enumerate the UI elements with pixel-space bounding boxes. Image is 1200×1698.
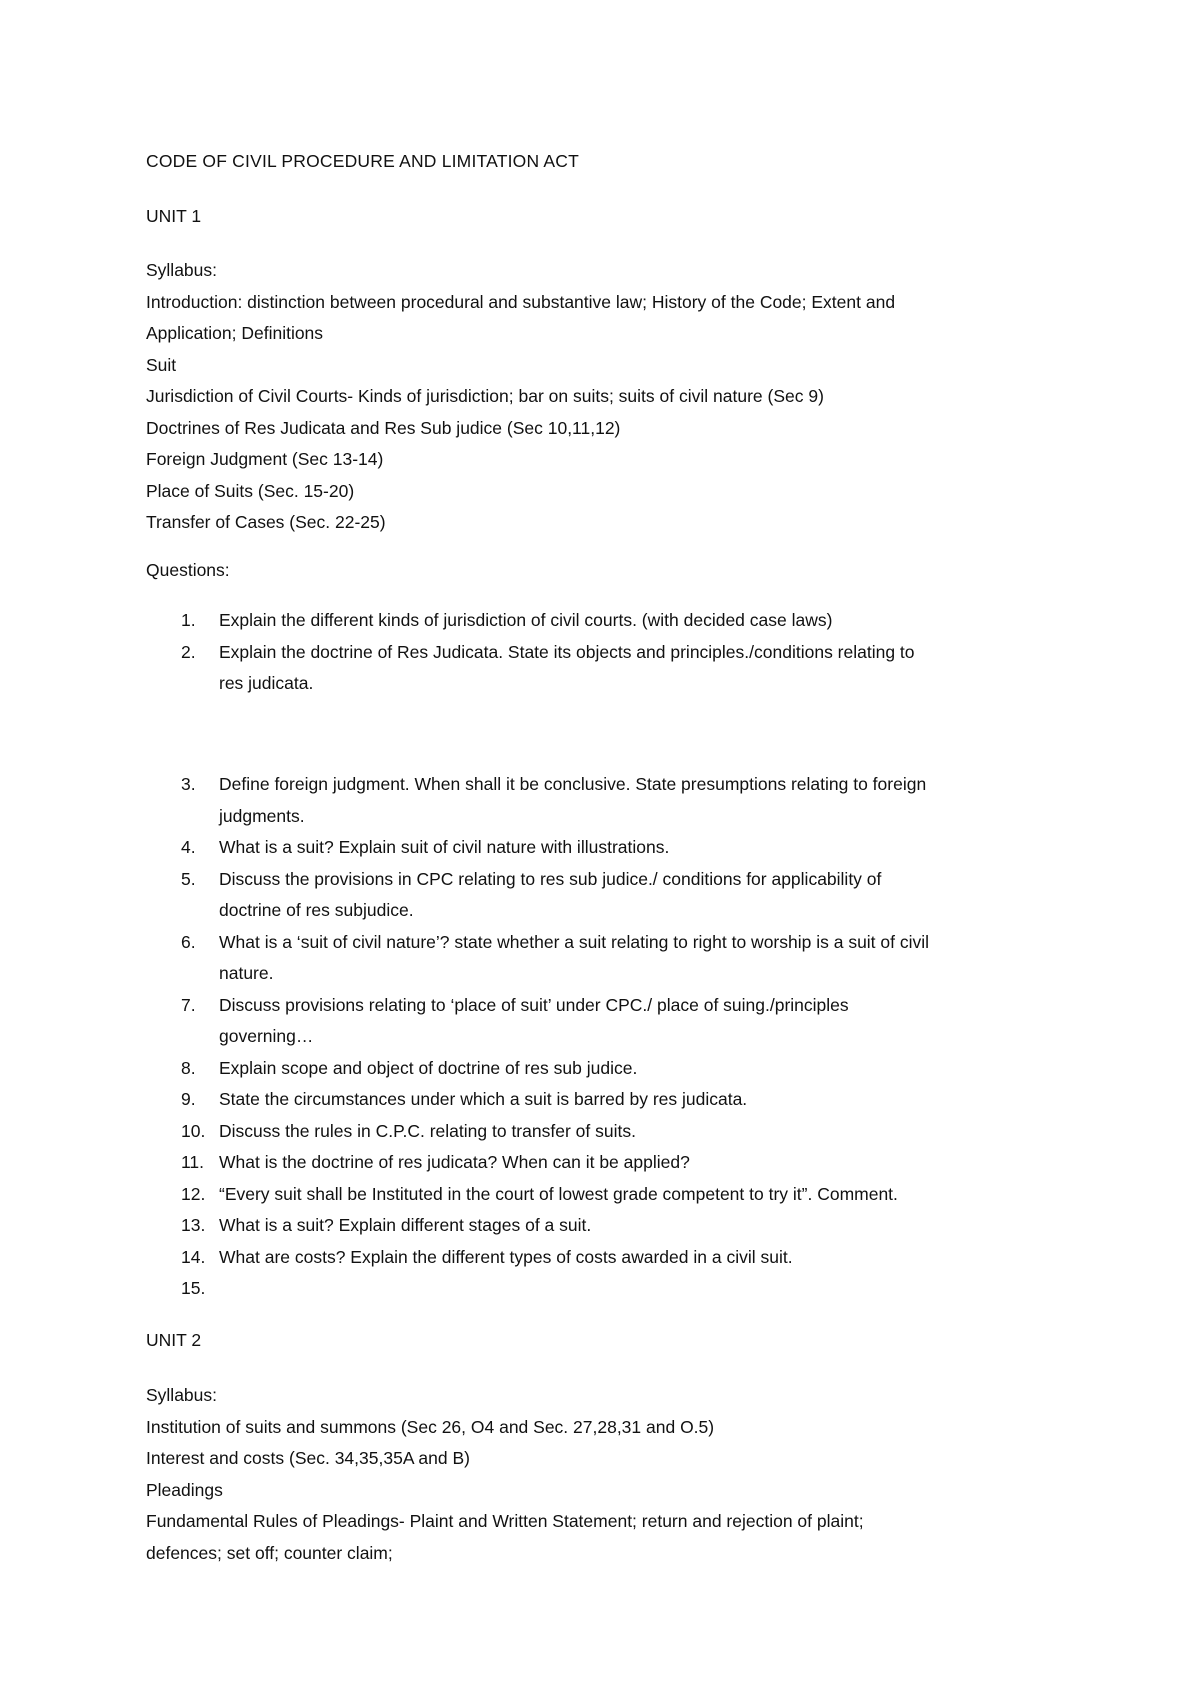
question-text-cont: judgments. <box>219 805 305 826</box>
question-item <box>146 864 1089 927</box>
question-item <box>146 769 1089 832</box>
question-number: 10. <box>181 1120 206 1141</box>
question-item <box>146 1053 1089 1085</box>
question-number: 1. <box>181 610 196 630</box>
question-number: 8. <box>181 1057 196 1078</box>
syllabus-line: Foreign Judgment (Sec 13-14) <box>146 449 384 469</box>
question-number: 6. <box>181 931 196 952</box>
question-text: Explain scope and object of doctrine of res sub judice. <box>219 1057 638 1078</box>
question-text-cont: nature. <box>219 963 274 983</box>
syllabus-line: Doctrines of Res Judicata and Res Sub judice (Sec 10,11,12) <box>146 417 621 438</box>
question-text: What is a ‘suit of civil nature’? state whether a suit relating to right to worship is a suit of civil <box>219 931 930 952</box>
syllabus-line: Fundamental Rules of Pleadings- Plaint and Written Statement; return and rejection of plaint; <box>146 1511 864 1531</box>
question-number: 14. <box>181 1246 206 1267</box>
syllabus-line: Introduction: distinction between procedural and substantive law; History of the Code; Extent and <box>146 291 896 312</box>
syllabus-line: Place of Suits (Sec. 15-20) <box>146 480 355 501</box>
question-item <box>146 927 1089 990</box>
question-text: What is a suit? Explain different stages of a suit. <box>219 1215 592 1235</box>
question-number: 11. <box>181 1152 205 1172</box>
question-item <box>146 1116 1089 1148</box>
syllabus-line: Transfer of Cases (Sec. 22-25) <box>146 512 386 532</box>
syllabus-line: Application; Definitions <box>146 323 324 343</box>
question-text: What is the doctrine of res judicata? When can it be applied? <box>219 1152 690 1172</box>
question-number: 12. <box>181 1183 206 1204</box>
unit-2-heading: UNIT 2 <box>146 1330 202 1350</box>
syllabus-line: Pleadings <box>146 1479 223 1500</box>
question-item <box>146 1210 1089 1242</box>
document-title: CODE OF CIVIL PROCEDURE AND LIMITATION ACT <box>146 151 579 171</box>
question-text: Explain the different kinds of jurisdiction of civil courts. (with decided case laws) <box>219 610 833 630</box>
syllabus-line: defences; set off; counter claim; <box>146 1542 393 1563</box>
question-number: 13. <box>181 1215 206 1235</box>
question-item <box>146 1084 1089 1116</box>
question-item <box>146 637 1089 700</box>
questions-label: Questions: <box>146 560 230 580</box>
question-item <box>146 832 1089 864</box>
unit-1-heading: UNIT 1 <box>146 206 202 226</box>
question-list-part-2 <box>146 769 1089 1298</box>
syllabus-label: Syllabus: <box>146 260 218 280</box>
question-text: Explain the doctrine of Res Judicata. State its objects and principles./conditions relating to <box>219 641 915 662</box>
question-text-cont: doctrine of res subjudice. <box>219 900 414 920</box>
syllabus-line: Institution of suits and summons (Sec 26, O4 and Sec. 27,28,31 and O.5) <box>146 1416 715 1437</box>
question-number: 15. <box>181 1278 206 1298</box>
question-number: 5. <box>181 868 196 889</box>
question-number: 3. <box>181 774 196 794</box>
question-text: Define foreign judgment. When shall it be conclusive. State presumptions relating to foreign <box>219 774 927 794</box>
question-item <box>146 1242 1089 1274</box>
question-text: State the circumstances under which a suit is barred by res judicata. <box>219 1089 748 1109</box>
syllabus-line: Interest and costs (Sec. 34,35,35A and B) <box>146 1448 470 1468</box>
question-text: What is a suit? Explain suit of civil nature with illustrations. <box>219 837 670 857</box>
question-text-cont: governing… <box>219 1026 314 1046</box>
question-item <box>146 1147 1089 1179</box>
question-text: Discuss the rules in C.P.C. relating to transfer of suits. <box>219 1120 636 1141</box>
question-number: 4. <box>181 837 196 857</box>
unit-1-syllabus <box>146 255 895 539</box>
question-text: Discuss the provisions in CPC relating to res sub judice./ conditions for applicability of <box>219 868 882 889</box>
syllabus-line: Suit <box>146 354 177 375</box>
question-number: 7. <box>181 994 196 1015</box>
question-text: “Every suit shall be Instituted in the court of lowest grade competent to try it”. Comment. <box>219 1183 898 1204</box>
question-item <box>146 605 1089 637</box>
syllabus-line: Jurisdiction of Civil Courts- Kinds of jurisdiction; bar on suits; suits of civil nature (Sec 9) <box>146 386 824 406</box>
question-text: What are costs? Explain the different types of costs awarded in a civil suit. <box>219 1246 793 1267</box>
question-text-cont: res judicata. <box>219 673 314 693</box>
question-item <box>146 1179 1089 1211</box>
question-number: 9. <box>181 1089 196 1109</box>
question-item <box>146 990 1089 1053</box>
unit-2-syllabus <box>146 1380 864 1569</box>
syllabus-label: Syllabus: <box>146 1385 218 1405</box>
question-list-part-1 <box>146 605 1089 700</box>
question-number: 2. <box>181 641 196 662</box>
question-text: Discuss provisions relating to ‘place of suit’ under CPC./ place of suing./principles <box>219 994 849 1015</box>
